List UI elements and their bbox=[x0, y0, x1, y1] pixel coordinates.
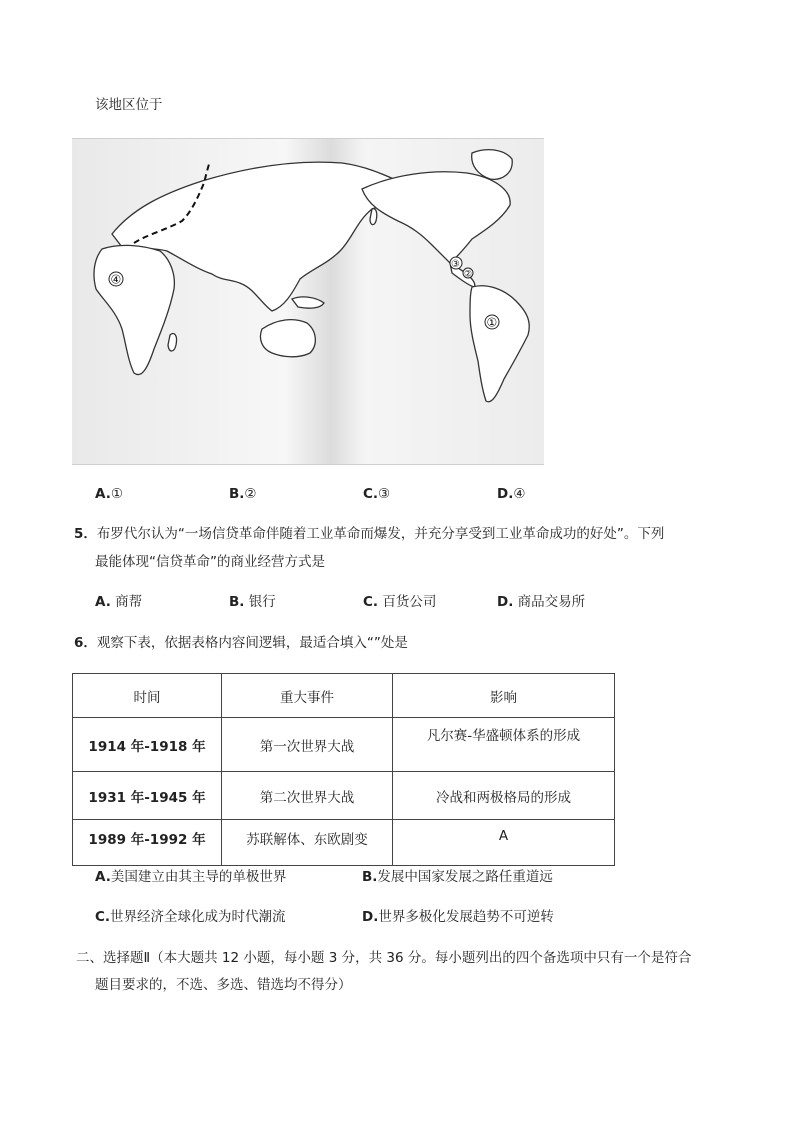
option-letter: D. bbox=[362, 909, 379, 925]
section-2-heading-line1: 二、选择题Ⅱ（本大题共 12 小题，每小题 3 分，共 36 分。每小题列出的四个备选项中只有一个是符合 bbox=[76, 950, 692, 966]
q6-stem bbox=[74, 633, 408, 653]
table-cell: 苏联解体、东欧剧变 bbox=[222, 820, 393, 866]
world-map-svg bbox=[72, 139, 544, 464]
option-letter: C. bbox=[363, 594, 379, 610]
q6-option-a[interactable] bbox=[95, 867, 286, 887]
q5-stem-line1 bbox=[74, 524, 664, 544]
q5-stem-line2: 最能体现“信贷革命”的商业经营方式是 bbox=[95, 554, 325, 570]
world-map-figure bbox=[72, 138, 544, 465]
option-letter: B. bbox=[362, 869, 378, 885]
option-letter: B. bbox=[229, 486, 245, 502]
madagascar-landmass bbox=[168, 333, 177, 351]
option-letter: A. bbox=[95, 869, 111, 885]
option-letter: A. bbox=[95, 486, 111, 502]
q5-text: 布罗代尔认为“一场信贷革命伴随着工业革命而爆发，并充分享受到工业革命成功的好处”。下列 bbox=[96, 526, 665, 542]
table-cell: 第二次世界大战 bbox=[222, 772, 393, 820]
q6-text: 观察下表，依据表格内容间逻辑，最适合填入“”处是 bbox=[96, 635, 408, 651]
table-cell: 第一次世界大战 bbox=[222, 718, 393, 772]
table-cell: A bbox=[393, 820, 615, 866]
question-number: 6． bbox=[74, 635, 97, 651]
table-header-cell: 影响 bbox=[393, 674, 615, 718]
q6-option-b[interactable] bbox=[362, 867, 553, 887]
option-text: 商品交易所 bbox=[517, 594, 586, 610]
option-text: 商帮 bbox=[115, 594, 143, 610]
option-text: ② bbox=[244, 486, 257, 502]
q5-option-a[interactable] bbox=[95, 592, 142, 612]
events-table bbox=[72, 673, 615, 866]
option-text: ③ bbox=[378, 486, 391, 502]
table-header-cell: 重大事件 bbox=[222, 674, 393, 718]
q4-option-d[interactable] bbox=[497, 484, 525, 504]
table-cell: 1914 年-1918 年 bbox=[73, 718, 222, 772]
option-text: 发展中国家发展之路任重道远 bbox=[377, 869, 553, 885]
option-text: 美国建立由其主导的单极世界 bbox=[110, 869, 287, 885]
q4-option-b[interactable] bbox=[229, 484, 257, 504]
q5-option-d[interactable] bbox=[497, 592, 585, 612]
japan-islands bbox=[370, 209, 377, 225]
table-cell: 凡尔赛-华盛顿体系的形成 bbox=[393, 718, 615, 772]
table-cell: 1931 年-1945 年 bbox=[73, 772, 222, 820]
marker-1-label: ① bbox=[486, 315, 498, 330]
australia-landmass bbox=[260, 320, 315, 357]
question-stem-intro: 该地区位于 bbox=[95, 97, 163, 113]
q6-option-c[interactable] bbox=[95, 907, 286, 927]
table-header-row bbox=[73, 674, 615, 718]
q4-option-c[interactable] bbox=[363, 484, 390, 504]
option-letter: C. bbox=[363, 486, 379, 502]
option-letter: A. bbox=[95, 594, 111, 610]
table-row bbox=[73, 772, 615, 820]
table-cell: 1989 年-1992 年 bbox=[73, 820, 222, 866]
option-text: 世界经济全球化成为时代潮流 bbox=[110, 909, 286, 925]
option-letter: D. bbox=[497, 486, 514, 502]
q6-option-d[interactable] bbox=[362, 907, 554, 927]
option-text: 世界多极化发展趋势不可逆转 bbox=[378, 909, 554, 925]
marker-3-label: ③ bbox=[451, 259, 460, 270]
marker-2-label: ② bbox=[464, 269, 473, 280]
table-cell: 冷战和两极格局的形成 bbox=[393, 772, 615, 820]
section-2-heading-line2: 题目要求的，不选、多选、错选均不得分） bbox=[95, 977, 352, 993]
marker-4-label: ④ bbox=[110, 272, 122, 287]
table-row bbox=[73, 718, 615, 772]
option-letter: D. bbox=[497, 594, 514, 610]
option-text: 百货公司 bbox=[382, 594, 437, 610]
option-letter: C. bbox=[95, 909, 111, 925]
table-row bbox=[73, 820, 615, 866]
question-number: 5． bbox=[74, 526, 97, 542]
q5-option-c[interactable] bbox=[363, 592, 436, 612]
q4-option-a[interactable] bbox=[95, 484, 123, 504]
option-letter: B. bbox=[229, 594, 245, 610]
table-header-cell: 时间 bbox=[73, 674, 222, 718]
option-text: ① bbox=[110, 486, 123, 502]
q5-option-b[interactable] bbox=[229, 592, 276, 612]
option-text: 银行 bbox=[248, 594, 276, 610]
option-text: ④ bbox=[513, 486, 526, 502]
